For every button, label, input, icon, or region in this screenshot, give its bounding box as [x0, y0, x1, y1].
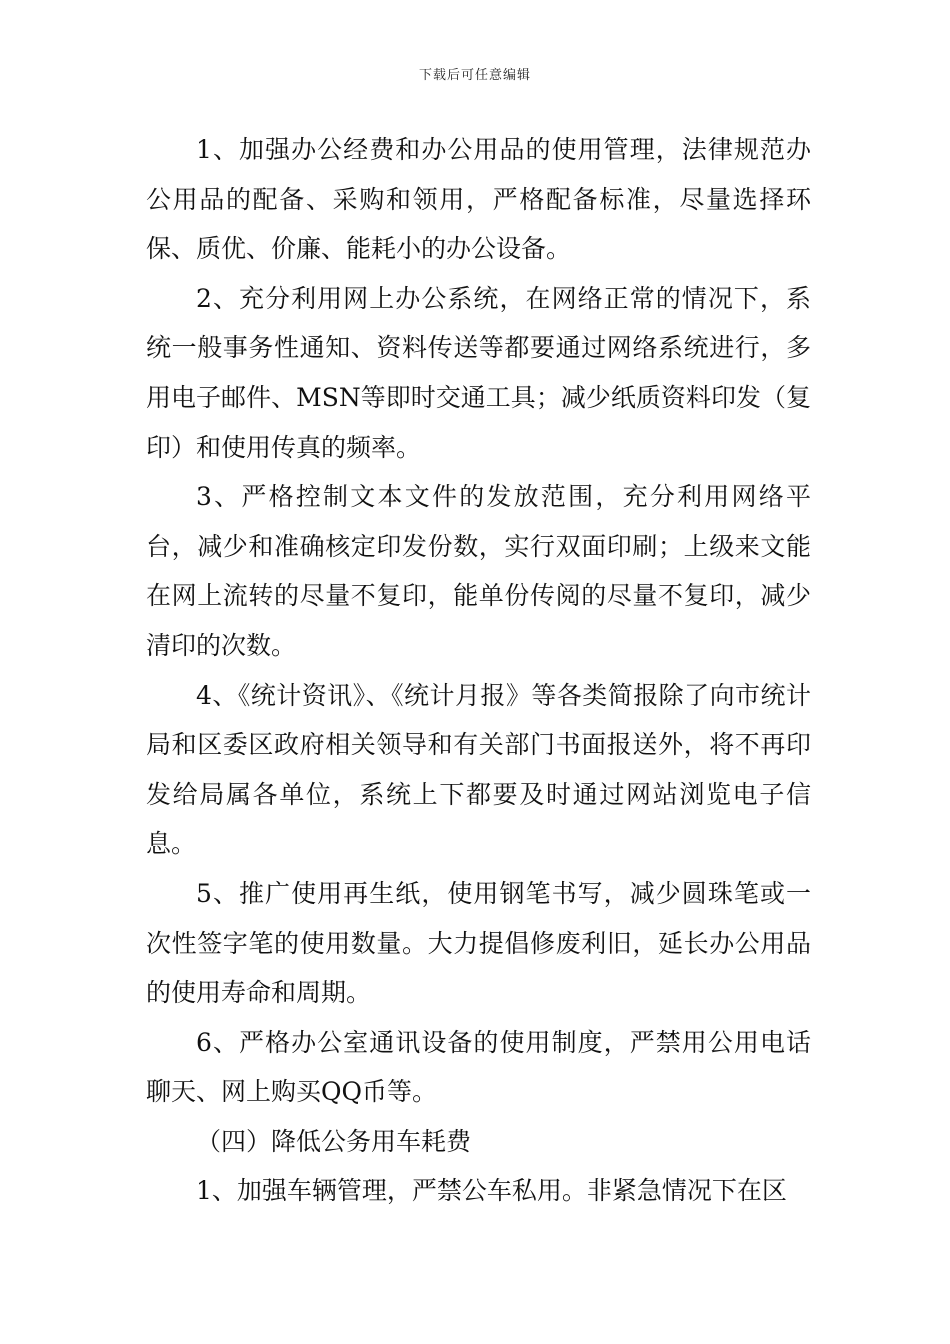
section-heading: （四）降低公务用车耗费 [196, 1126, 472, 1156]
document-body [146, 125, 811, 1216]
paragraph-5: 5、推广使用再生纸，使用钢笔书写，减少圆珠笔或一次性签字笔的使用数量。大力提倡修废利旧，延长办公用品的使用寿命和周期。 [146, 878, 811, 1008]
paragraph-2: 2、充分利用网上办公系统，在网络正常的情况下，系统一般事务性通知、资料传送等都要通过网络系统进行，多用电子邮件、MSN等即时交通工具；减少纸质资料印发（复印）和使用传真的频率。 [146, 283, 811, 462]
paragraph-3: 3、严格控制文本文件的发放范围，充分利用网络平台，减少和准确核定印发份数，实行双面印刷；上级来文能在网上流转的尽量不复印，能单份传阅的尽量不复印，减少清印的次数。 [146, 482, 811, 660]
paragraph-7: 1、加强车辆管理，严禁公车私用。非紧急情况下在区 [196, 1176, 787, 1206]
paragraph-6: 6、严格办公室通讯设备的使用制度，严禁用公用电话聊天、网上购买QQ币等。 [146, 1027, 811, 1107]
paragraph-4: 4、《统计资讯》、《统计月报》等各类简报除了向市统计局和区委区政府相关领导和有关部门书面报送外，将不再印发给局属各单位，系统上下都要及时通过网站浏览电子信息。 [146, 680, 811, 859]
page-header: 下载后可任意编辑 [418, 68, 531, 83]
paragraph-1: 1、加强办公经费和办公用品的使用管理，法律规范办公用品的配备、采购和领用，严格配备标准，尽量选择环保、质优、价廉、能耗小的办公设备。 [146, 135, 811, 264]
